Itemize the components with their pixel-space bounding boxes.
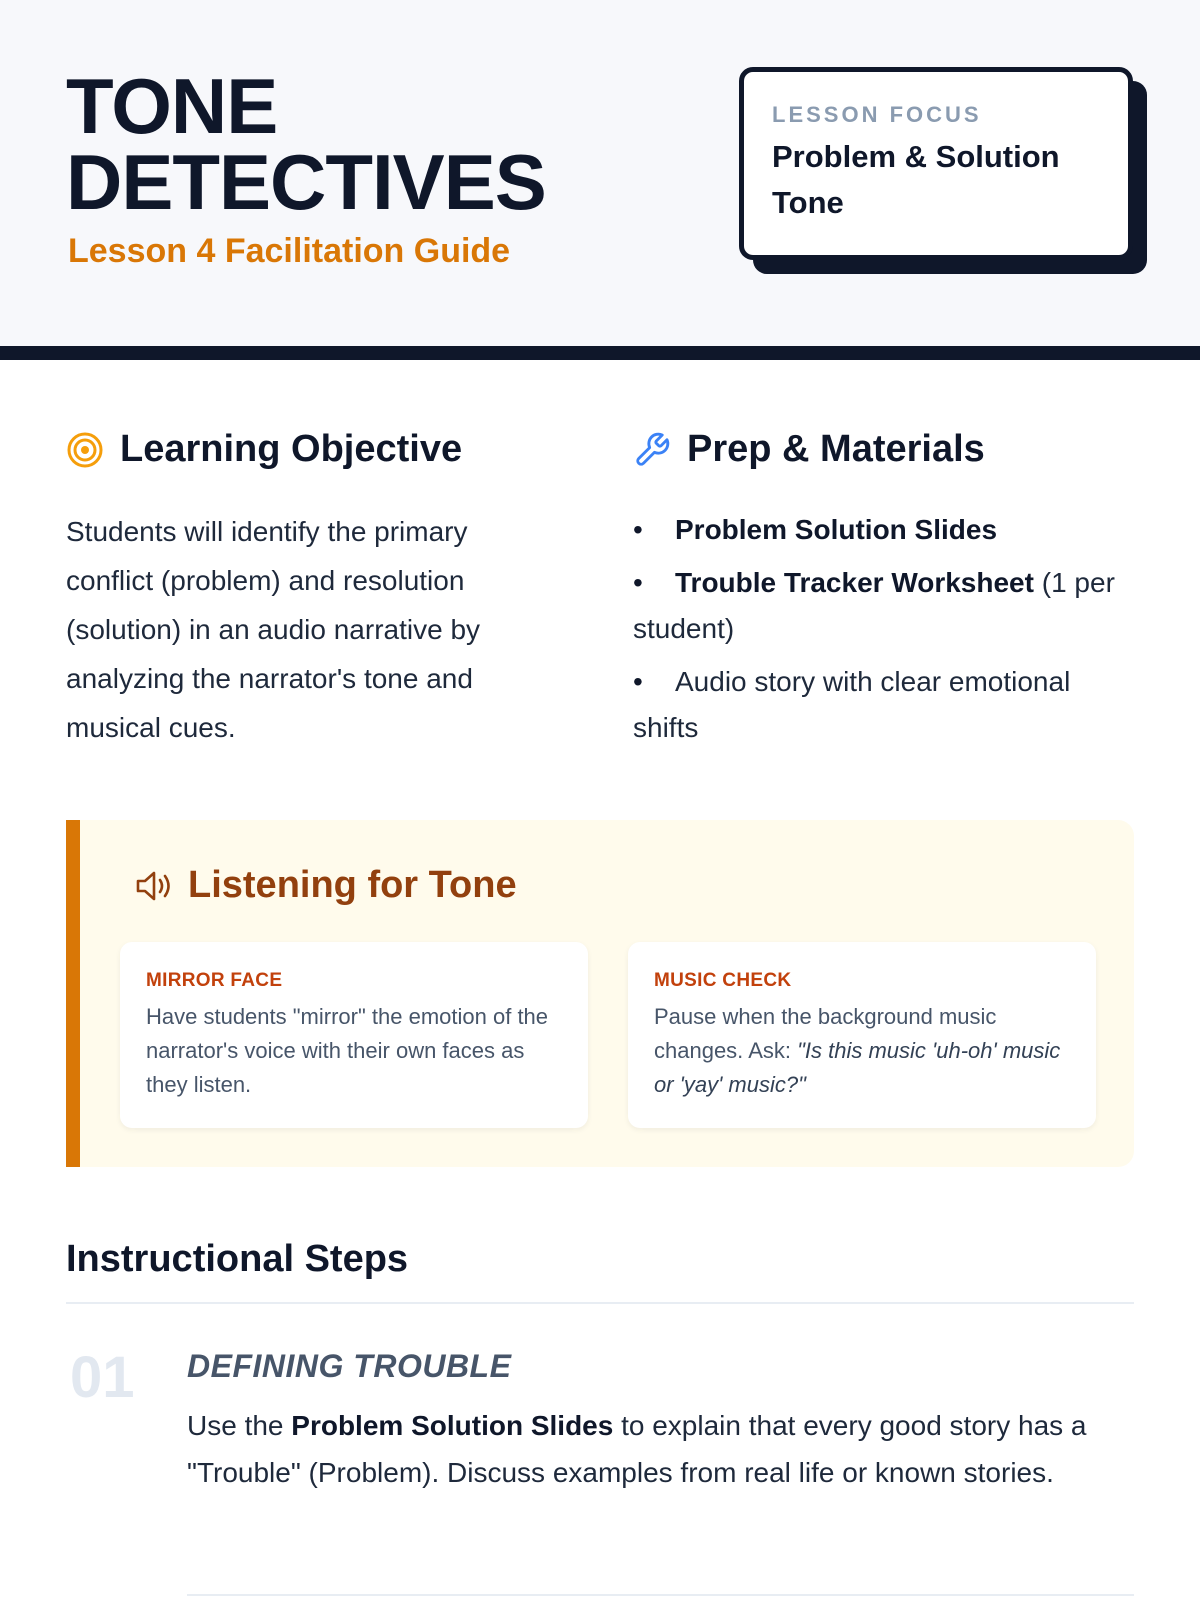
lesson-focus-label: LESSON FOCUS [772, 102, 982, 127]
wrench-icon [633, 431, 671, 469]
step-number: 01 [70, 1345, 135, 1410]
lesson-focus-value: Problem & Solution Tone [772, 139, 1060, 220]
prep-materials-title: Prep & Materials [687, 428, 985, 470]
step-text: Use the Problem Solution Slides to explain that every good story has a "Trouble" (Problem). Discuss examples from real life or known stories. [187, 1410, 1087, 1488]
page-title [66, 62, 546, 226]
lesson-focus-card [739, 67, 1133, 260]
step-title: DEFINING TROUBLE [187, 1348, 512, 1384]
listening-title: Listening for Tone [188, 864, 517, 906]
tip-label: MIRROR FACE [146, 970, 283, 991]
list-item: • Audio story with clear emotional shifts [633, 659, 1133, 751]
prep-materials-heading [633, 428, 985, 471]
listening-heading [134, 864, 517, 907]
target-icon [66, 431, 104, 469]
learning-objective-text: Students will identify the primary conflict (problem) and resolution (solution) in an audio narrative by analyzing the narrator's tone and musical cues. [66, 516, 481, 743]
tip-quote: "Is this music 'uh-oh' music or 'yay' music?" [654, 1038, 1061, 1097]
listening-for-tone-panel [66, 820, 1134, 1167]
divider [66, 1302, 1134, 1304]
tip-text: Pause when the background music changes. Ask: "Is this music 'uh-oh' music or 'yay' music?" [654, 1004, 1061, 1097]
title-line-2: DETECTIVES [66, 138, 546, 226]
tip-label: MUSIC CHECK [654, 970, 792, 991]
list-item: • Trouble Tracker Worksheet (1 per student) [633, 560, 1133, 652]
header [0, 0, 1200, 360]
list-item: • Problem Solution Slides [633, 507, 1133, 553]
mirror-face-tip [120, 942, 588, 1128]
materials-list [633, 507, 1133, 758]
music-check-tip [628, 942, 1096, 1128]
title-line-1: TONE [66, 62, 278, 150]
tip-text: Have students "mirror" the emotion of the narrator's voice with their own faces as they listen. [146, 1004, 549, 1097]
learning-objective-heading [66, 428, 462, 471]
learning-objective-title: Learning Objective [120, 428, 463, 470]
instructional-steps-heading: Instructional Steps [66, 1238, 409, 1280]
divider [187, 1594, 1134, 1596]
speaker-icon [134, 868, 174, 904]
page-subtitle: Lesson 4 Facilitation Guide [68, 232, 511, 270]
